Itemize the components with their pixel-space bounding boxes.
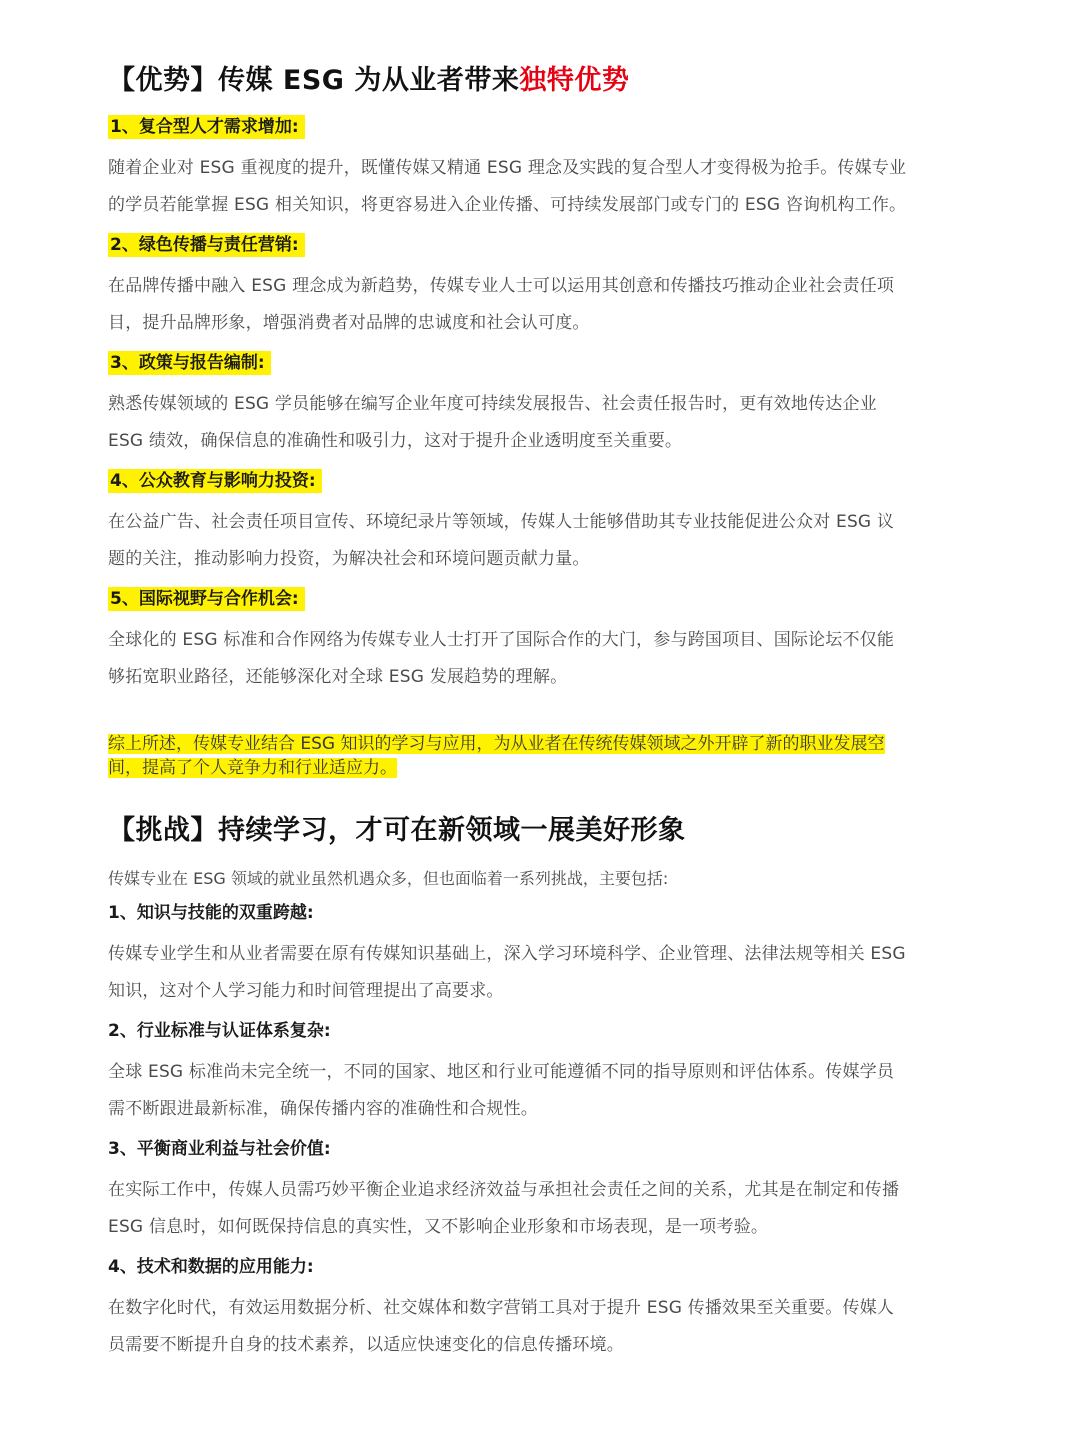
advantage-heading-4: 4、公众教育与影响力投资: xyxy=(108,468,908,494)
advantage-section-title xyxy=(108,58,908,104)
advantage-heading-3: 3、政策与报告编制: xyxy=(108,350,908,376)
advantage-text-4: 在公益广告、社会责任项目宣传、环境纪录片等领域，传媒人士能够借助其专业技能促进公众对 ESG 议题的关注，推动影响力投资，为解决社会和环境问题贡献力量。 xyxy=(108,512,895,569)
advantage-item-1 xyxy=(108,114,908,224)
advantage-title-main: 【优势】传媒 ESG 为从业者带来 xyxy=(108,65,520,96)
advantage-title-accent: 独特优势 xyxy=(519,65,630,96)
advantage-text-5: 全球化的 ESG 标准和合作网络为传媒专业人士打开了国际合作的大门，参与跨国项目、国际论坛不仅能够拓宽职业路径，还能够深化对全球 ESG 发展趋势的理解。 xyxy=(108,630,895,687)
challenge-text-3: 在实际工作中，传媒人员需巧妙平衡企业追求经济效益与承担社会责任之间的关系，尤其是在制定和传播 ESG 信息时，如何既保持信息的真实性，又不影响企业形象和市场表现，是一项考验。 xyxy=(108,1180,900,1237)
challenge-item-2 xyxy=(108,1018,908,1128)
challenge-item-3 xyxy=(108,1136,908,1246)
advantage-heading-5: 5、国际视野与合作机会: xyxy=(108,586,908,612)
challenge-heading-1: 1、知识与技能的双重跨越: xyxy=(108,903,314,923)
advantage-text-1: 随着企业对 ESG 重视度的提升，既懂传媒又精通 ESG 理念及实践的复合型人才变得极为抢手。传媒专业的学员若能掌握 ESG 相关知识，将更容易进入企业传播、可持续发展部门或专门的 ESG 咨询机构工作。 xyxy=(108,158,907,215)
challenge-text-1: 传媒专业学生和从业者需要在原有传媒知识基础上，深入学习环境科学、企业管理、法律法规等相关 ESG 知识，这对个人学习能力和时间管理提出了高要求。 xyxy=(108,944,906,1001)
challenge-section-title: 【挑战】持续学习，才可在新领域一展美好形象 xyxy=(108,815,686,846)
advantage-item-4 xyxy=(108,468,908,578)
challenge-text-4: 在数字化时代，有效运用数据分析、社交媒体和数字营销工具对于提升 ESG 传播效果至关重要。传媒人员需要不断提升自身的技术素养，以适应快速变化的信息传播环境。 xyxy=(108,1298,895,1355)
advantage-item-2 xyxy=(108,232,908,342)
challenge-item-1 xyxy=(108,900,908,1010)
advantage-heading-2: 2、绿色传播与责任营销: xyxy=(108,232,908,258)
advantage-item-3 xyxy=(108,350,908,460)
challenge-heading-2: 2、行业标准与认证体系复杂: xyxy=(108,1021,331,1041)
challenge-heading-4: 4、技术和数据的应用能力: xyxy=(108,1257,314,1277)
challenge-heading-3: 3、平衡商业利益与社会价值: xyxy=(108,1139,331,1159)
document-content xyxy=(108,58,908,1372)
advantage-summary: 综上所述，传媒专业结合 ESG 知识的学习与应用，为从业者在传统传媒领域之外开辟了新的职业发展空间，提高了个人竞争力和行业适应力。 xyxy=(108,734,885,778)
challenge-item-4 xyxy=(108,1254,908,1364)
challenge-text-2: 全球 ESG 标准尚未完全统一，不同的国家、地区和行业可能遵循不同的指导原则和评估体系。传媒学员需不断跟进最新标准，确保传播内容的准确性和合规性。 xyxy=(108,1062,895,1119)
advantage-text-2: 在品牌传播中融入 ESG 理念成为新趋势，传媒专业人士可以运用其创意和传播技巧推动企业社会责任项目，提升品牌形象，增强消费者对品牌的忠诚度和社会认可度。 xyxy=(108,276,895,333)
challenge-intro: 传媒专业在 ESG 领域的就业虽然机遇众多，但也面临着一系列挑战，主要包括: xyxy=(108,869,669,888)
advantage-heading-1: 1、复合型人才需求增加: xyxy=(108,114,908,140)
advantage-item-5 xyxy=(108,586,908,696)
advantage-text-3: 熟悉传媒领域的 ESG 学员能够在编写企业年度可持续发展报告、社会责任报告时，更有效地传达企业 ESG 绩效，确保信息的准确性和吸引力，这对于提升企业透明度至关重要。 xyxy=(108,394,877,451)
